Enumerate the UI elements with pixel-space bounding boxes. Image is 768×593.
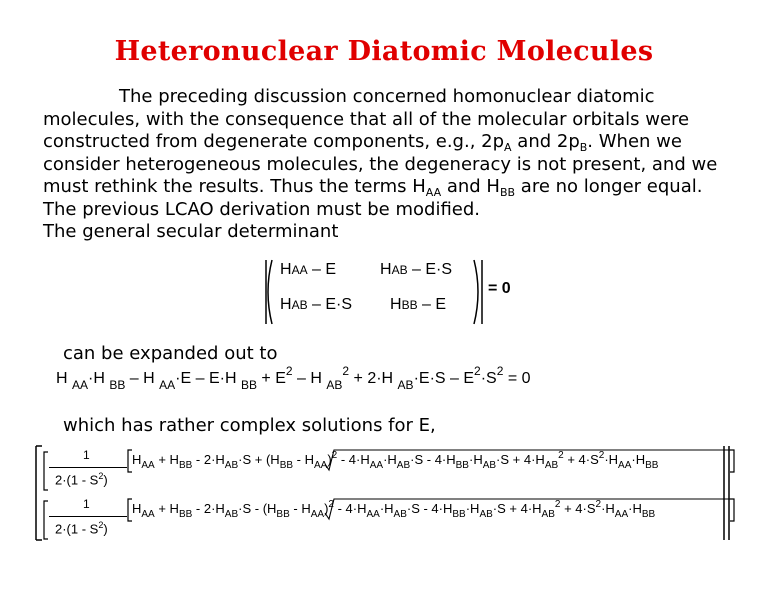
solution-label: which has rather complex solutions for E, bbox=[63, 415, 436, 436]
det-r2c2: HBB – E bbox=[390, 296, 447, 313]
intro-paragraph bbox=[43, 86, 753, 244]
det-equals-zero: = 0 bbox=[488, 280, 511, 297]
intro-sub-1: A bbox=[504, 141, 512, 154]
intro-sub-4: BB bbox=[499, 186, 516, 199]
intro-text-5: are no longer equal. bbox=[515, 176, 703, 197]
solution-minus bbox=[40, 497, 740, 542]
det-r1c2: HAB – E·S bbox=[380, 261, 453, 278]
intro-text-1: The preceding discussion concerned homonuclear diatomic molecules, with the consequence that all of the molecular orbitals were constructed from degenerate components, e.g., 2p bbox=[43, 86, 690, 152]
intro-text-4: and H bbox=[441, 176, 500, 197]
det-r1c1: HAA – E bbox=[280, 261, 337, 278]
intro-sub-3: AA bbox=[425, 186, 442, 199]
solution-minus-fraction: 1 $2\cdot(1 - S^2)$ bbox=[45, 497, 127, 541]
solution-plus-expression: $H_{AA} + H_{BB} - 2\cdot H_{AB}\cdot S + (H_{BB} - H_{AA})^2 - 4\cdot H_{AA}\cdot H_{AB}\cdot S - 4\cdot H_{BB}\cdot H_{AB}\cdot S + 4\cdot H_{AB}^2 + 4\cdot S^2\cdot H_{AA}\cdot H_{BB}$ bbox=[132, 450, 659, 471]
intro-text-2: and 2p bbox=[511, 131, 580, 152]
intro-sub-2: B bbox=[579, 141, 588, 154]
solution-plus-fraction: 1 $2\cdot(1 - S^2)$ bbox=[45, 448, 127, 492]
solution-plus bbox=[40, 448, 740, 493]
solution-minus-expression: $H_{AA} + H_{BB} - 2\cdot H_{AB}\cdot S - (H_{BB} - H_{AA})^2 - 4\cdot H_{AA}\cdot H_{AB}\cdot S - 4\cdot H_{BB}\cdot H_{AB}\cdot S + 4\cdot H_{AB}^2 + 4\cdot S^2\cdot H_{AA}\cdot H_{BB}$ bbox=[132, 499, 656, 520]
intro-line-2: The previous LCAO derivation must be modified. bbox=[43, 198, 481, 220]
intro-line-3: The general secular determinant bbox=[43, 221, 339, 242]
secular-determinant bbox=[262, 258, 512, 326]
expanded-equation: H $_{AA}$·H $_{BB}$ – H $_{AA}$·E – E·H $_{BB} + E^2 - H$ $_{AB}^2$ + 2·H $_{AB}\cdot E\cdot S - E^2\cdot S^2 = 0$ bbox=[56, 364, 531, 392]
expand-label: can be expanded out to bbox=[63, 343, 278, 364]
det-r2c1: HAB – E·S bbox=[280, 296, 353, 313]
intro-text-3: . When we consider heterogeneous molecules, the degeneracy is not present, and we must rethink the results. Thus the terms H bbox=[43, 131, 718, 197]
slide-title: Heteronuclear Diatomic Molecules bbox=[114, 36, 654, 67]
